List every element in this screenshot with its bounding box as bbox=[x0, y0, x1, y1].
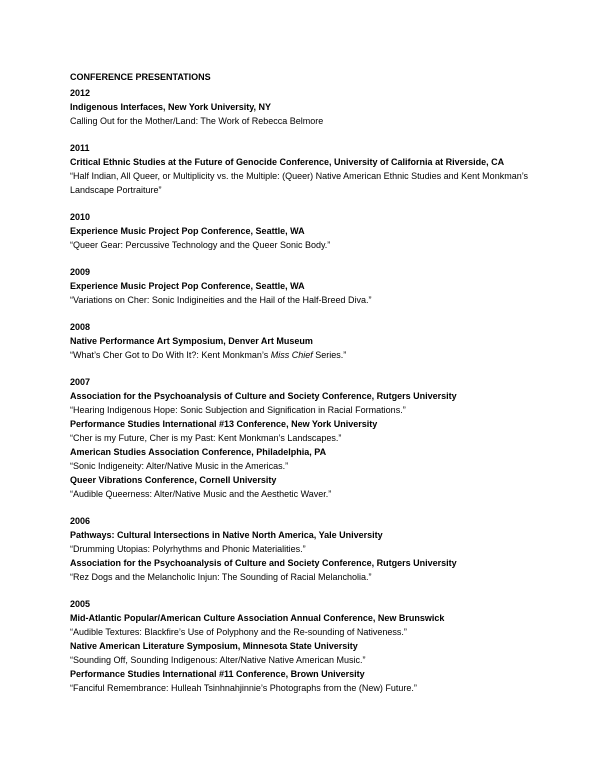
presentation-title: “Sonic Indigeneity: Alter/Native Music in the Americas.” bbox=[70, 461, 289, 471]
presentation-title: “Audible Queerness: Alter/Native Music and the Aesthetic Waver.” bbox=[70, 489, 332, 499]
year-label: 2008 bbox=[70, 322, 91, 332]
year-group-2005 bbox=[70, 597, 540, 695]
year-group-2009 bbox=[70, 265, 540, 307]
conference-venue: Native American Literature Symposium, Minnesota State University bbox=[70, 641, 358, 651]
presentation-title: “Rez Dogs and the Melancholic Injun: The Sounding of Racial Melancholia.” bbox=[70, 572, 372, 582]
title-italic-text: Miss Chief bbox=[270, 350, 313, 360]
conference-venue: Native Performance Art Symposium, Denver Art Museum bbox=[70, 336, 313, 346]
title-text: Series.” bbox=[312, 350, 347, 360]
year-group-2006 bbox=[70, 514, 540, 584]
year-group-2010 bbox=[70, 210, 540, 252]
conference-venue: Indigenous Interfaces, New York University, NY bbox=[70, 102, 272, 112]
presentation-title: “Audible Textures: Blackfire’s Use of Polyphony and the Re-sounding of Nativeness.” bbox=[70, 627, 407, 637]
year-group-2012 bbox=[70, 86, 540, 128]
presentation-title bbox=[70, 348, 540, 362]
year-group-2008 bbox=[70, 320, 540, 362]
presentation-title: “Cher is my Future, Cher is my Past: Kent Monkman’s Landscapes.” bbox=[70, 433, 342, 443]
year-label: 2010 bbox=[70, 212, 91, 222]
year-label: 2006 bbox=[70, 516, 91, 526]
year-group-2011 bbox=[70, 141, 540, 197]
presentation-title: Calling Out for the Mother/Land: The Work of Rebecca Belmore bbox=[70, 116, 324, 126]
section-heading: CONFERENCE PRESENTATIONS bbox=[70, 72, 211, 82]
conference-venue: Pathways: Cultural Intersections in Native North America, Yale University bbox=[70, 530, 383, 540]
title-text: “What’s Cher Got to Do With It?: Kent Monkman’s bbox=[70, 350, 271, 360]
conference-venue: Association for the Psychoanalysis of Culture and Society Conference, Rutgers University bbox=[70, 391, 457, 401]
year-label: 2012 bbox=[70, 88, 91, 98]
year-label: 2009 bbox=[70, 267, 91, 277]
year-group-2007 bbox=[70, 375, 540, 501]
conference-venue: American Studies Association Conference, Philadelphia, PA bbox=[70, 447, 327, 457]
conference-venue: Experience Music Project Pop Conference, Seattle, WA bbox=[70, 281, 305, 291]
year-label: 2011 bbox=[70, 143, 90, 153]
presentation-title: “Sounding Off, Sounding Indigenous: Alter/Native Native American Music.” bbox=[70, 655, 366, 665]
year-label: 2007 bbox=[70, 377, 91, 387]
presentation-title: “Hearing Indigenous Hope: Sonic Subjection and Signification in Racial Formations.” bbox=[70, 405, 406, 415]
presentation-title: “Queer Gear: Percussive Technology and the Queer Sonic Body.” bbox=[70, 240, 331, 250]
conference-venue: Mid-Atlantic Popular/American Culture Association Annual Conference, New Brunswick bbox=[70, 613, 445, 623]
conference-venue: Critical Ethnic Studies at the Future of Genocide Conference, University of California at Riverside, CA bbox=[70, 157, 505, 167]
cv-section bbox=[70, 70, 540, 695]
conference-venue: Queer Vibrations Conference, Cornell University bbox=[70, 475, 277, 485]
year-label: 2005 bbox=[70, 599, 91, 609]
presentation-title: “Variations on Cher: Sonic Indigineities and the Hail of the Half-Breed Diva.” bbox=[70, 295, 372, 305]
conference-venue: Performance Studies International #11 Conference, Brown University bbox=[70, 669, 365, 679]
presentation-title: “Fanciful Remembrance: Hulleah Tsinhnahjinnie’s Photographs from the (New) Future.” bbox=[70, 683, 417, 693]
presentation-title: “Drumming Utopias: Polyrhythms and Phonic Materialities.” bbox=[70, 544, 306, 554]
conference-venue: Performance Studies International #13 Conference, New York University bbox=[70, 419, 378, 429]
conference-venue: Association for the Psychoanalysis of Culture and Society Conference, Rutgers University bbox=[70, 558, 457, 568]
conference-venue: Experience Music Project Pop Conference, Seattle, WA bbox=[70, 226, 305, 236]
presentation-title: “Half Indian, All Queer, or Multiplicity vs. the Multiple: (Queer) Native American Ethnic Studies and Kent Monkman’s Landscape Portraiture” bbox=[70, 171, 529, 195]
